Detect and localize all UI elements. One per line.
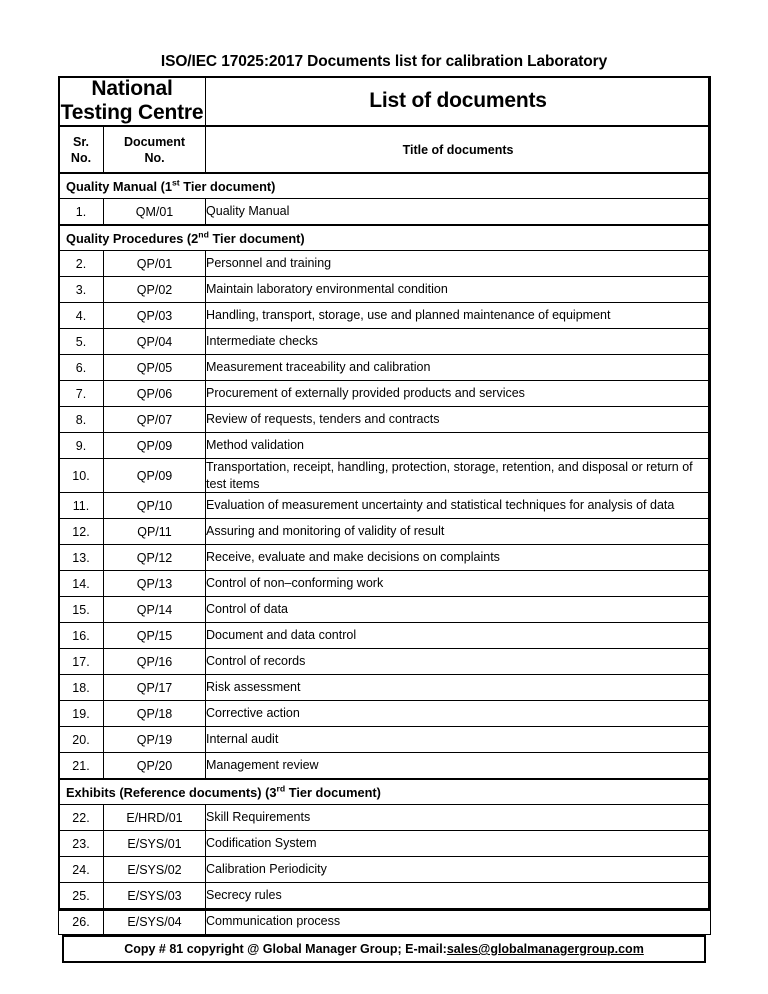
row-document-number: QP/04 [104, 329, 206, 355]
column-header-row [59, 126, 711, 173]
section-header-suffix: Tier document) [208, 230, 305, 246]
row-document-title: Calibration Periodicity [206, 857, 711, 883]
row-document-number: QP/10 [104, 493, 206, 519]
row-document-number: E/SYS/04 [104, 909, 206, 935]
table-row [59, 805, 711, 831]
table-row [59, 407, 711, 433]
row-document-title: Review of requests, tenders and contracts [206, 407, 711, 433]
table-row [59, 883, 711, 909]
table-row [59, 303, 711, 329]
row-document-number: QP/07 [104, 407, 206, 433]
row-document-title: Procurement of externally provided products and services [206, 381, 711, 407]
document-no-line2: No. [144, 150, 165, 165]
table-row [59, 545, 711, 571]
row-serial-number: 17. [59, 649, 104, 675]
row-document-number: QP/09 [104, 459, 206, 493]
row-serial-number: 24. [59, 857, 104, 883]
row-document-number: E/SYS/03 [104, 883, 206, 909]
row-document-title: Management review [206, 753, 711, 780]
row-document-title: Handling, transport, storage, use and planned maintenance of equipment [206, 303, 711, 329]
row-serial-number: 8. [59, 407, 104, 433]
column-header-document-no [104, 126, 206, 173]
table-row [59, 199, 711, 226]
organization-name: National Testing Centre [59, 77, 206, 127]
document-no-line1: Document [123, 134, 186, 149]
row-serial-number: 9. [59, 433, 104, 459]
row-serial-number: 25. [59, 883, 104, 909]
footer-copyright-box [62, 935, 706, 963]
row-document-number: E/SYS/02 [104, 857, 206, 883]
row-document-number: QP/01 [104, 251, 206, 277]
row-document-title: Internal audit [206, 727, 711, 753]
row-document-title: Skill Requirements [206, 805, 711, 831]
row-serial-number: 15. [59, 597, 104, 623]
section-header-prefix: Exhibits (Reference documents) (3 [66, 784, 277, 800]
document-kind-title: List of documents [206, 77, 711, 127]
table-row [59, 909, 711, 935]
section-header-ordinal-suffix: nd [198, 229, 209, 240]
row-serial-number: 5. [59, 329, 104, 355]
row-document-number: QP/09 [104, 433, 206, 459]
row-serial-number: 11. [59, 493, 104, 519]
row-document-number: QP/12 [104, 545, 206, 571]
section-header-ordinal-suffix: rd [276, 783, 286, 794]
table-row [59, 727, 711, 753]
row-document-title: Control of records [206, 649, 711, 675]
row-serial-number: 7. [59, 381, 104, 407]
footer-email-link[interactable]: sales@globalmanagergroup.com [446, 942, 644, 956]
documents-list-table [58, 76, 711, 935]
section-header-ordinal-suffix: st [171, 177, 180, 188]
row-serial-number: 21. [59, 753, 104, 780]
table-row [59, 831, 711, 857]
row-document-title: Communication process [206, 909, 711, 935]
row-document-title: Control of non–conforming work [206, 571, 711, 597]
table-row [59, 753, 711, 780]
row-document-title: Codification System [206, 831, 711, 857]
section-header-prefix: Quality Procedures (2 [66, 230, 199, 246]
row-document-number: QP/18 [104, 701, 206, 727]
table-body [59, 77, 711, 935]
row-serial-number: 18. [59, 675, 104, 701]
row-serial-number: 3. [59, 277, 104, 303]
column-header-sr-no [59, 126, 104, 173]
row-document-number: QP/17 [104, 675, 206, 701]
table-row [59, 571, 711, 597]
row-document-title: Intermediate checks [206, 329, 711, 355]
row-document-number: QP/05 [104, 355, 206, 381]
row-document-title: Personnel and training [206, 251, 711, 277]
row-document-title: Assuring and monitoring of validity of result [206, 519, 711, 545]
table-row [59, 355, 711, 381]
row-document-title: Document and data control [206, 623, 711, 649]
section-header-row [59, 225, 711, 251]
row-document-number: E/SYS/01 [104, 831, 206, 857]
row-document-number: QP/11 [104, 519, 206, 545]
section-header-prefix: Quality Manual (1 [66, 178, 172, 194]
row-serial-number: 1. [59, 199, 104, 226]
row-serial-number: 19. [59, 701, 104, 727]
table-row [59, 675, 711, 701]
table-row [59, 597, 711, 623]
table-row [59, 857, 711, 883]
row-document-title: Quality Manual [206, 199, 711, 226]
row-serial-number: 13. [59, 545, 104, 571]
row-document-title: Corrective action [206, 701, 711, 727]
row-serial-number: 6. [59, 355, 104, 381]
section-header-suffix: Tier document) [179, 178, 276, 194]
section-header-suffix: Tier document) [285, 784, 381, 800]
row-document-number: QM/01 [104, 199, 206, 226]
row-serial-number: 23. [59, 831, 104, 857]
table-row [59, 329, 711, 355]
table-row [59, 623, 711, 649]
row-document-number: QP/15 [104, 623, 206, 649]
row-serial-number: 14. [59, 571, 104, 597]
section-header-label [59, 225, 711, 251]
row-document-title: Secrecy rules [206, 883, 711, 909]
table-row [59, 459, 711, 493]
table-row [59, 433, 711, 459]
row-serial-number: 2. [59, 251, 104, 277]
row-document-title: Method validation [206, 433, 711, 459]
section-header-label [59, 173, 711, 199]
row-serial-number: 16. [59, 623, 104, 649]
row-document-title: Evaluation of measurement uncertainty and statistical techniques for analysis of data [206, 493, 711, 519]
row-document-title: Transportation, receipt, handling, protection, storage, retention, and disposal or return of test items [206, 459, 711, 493]
sr-no-line1: Sr. [73, 134, 89, 149]
row-document-number: QP/20 [104, 753, 206, 780]
row-serial-number: 4. [59, 303, 104, 329]
table-row [59, 277, 711, 303]
section-header-label [59, 779, 711, 805]
row-document-number: E/HRD/01 [104, 805, 206, 831]
row-document-title: Maintain laboratory environmental condition [206, 277, 711, 303]
table-row [59, 251, 711, 277]
row-serial-number: 10. [59, 459, 104, 493]
row-document-number: QP/06 [104, 381, 206, 407]
row-document-number: QP/03 [104, 303, 206, 329]
table-row [59, 381, 711, 407]
sr-no-line2: No. [70, 150, 92, 165]
table-row [59, 649, 711, 675]
row-document-number: QP/19 [104, 727, 206, 753]
row-serial-number: 22. [59, 805, 104, 831]
banner-row [59, 77, 711, 127]
row-document-number: QP/13 [104, 571, 206, 597]
table-row [59, 493, 711, 519]
section-header-row [59, 173, 711, 199]
row-serial-number: 26. [59, 909, 104, 935]
row-document-number: QP/16 [104, 649, 206, 675]
table-row [59, 519, 711, 545]
row-document-title: Control of data [206, 597, 711, 623]
row-serial-number: 20. [59, 727, 104, 753]
footer-copyright-text: Copy # 81 copyright @ Global Manager Group; E-mail: [124, 942, 447, 956]
row-document-title: Measurement traceability and calibration [206, 355, 711, 381]
row-document-number: QP/14 [104, 597, 206, 623]
column-header-title-of-documents: Title of documents [206, 126, 711, 173]
row-document-number: QP/02 [104, 277, 206, 303]
table-row [59, 701, 711, 727]
row-document-title: Receive, evaluate and make decisions on complaints [206, 545, 711, 571]
row-document-title: Risk assessment [206, 675, 711, 701]
section-header-row [59, 779, 711, 805]
document-title: ISO/IEC 17025:2017 Documents list for calibration Laboratory [160, 53, 608, 70]
row-serial-number: 12. [59, 519, 104, 545]
